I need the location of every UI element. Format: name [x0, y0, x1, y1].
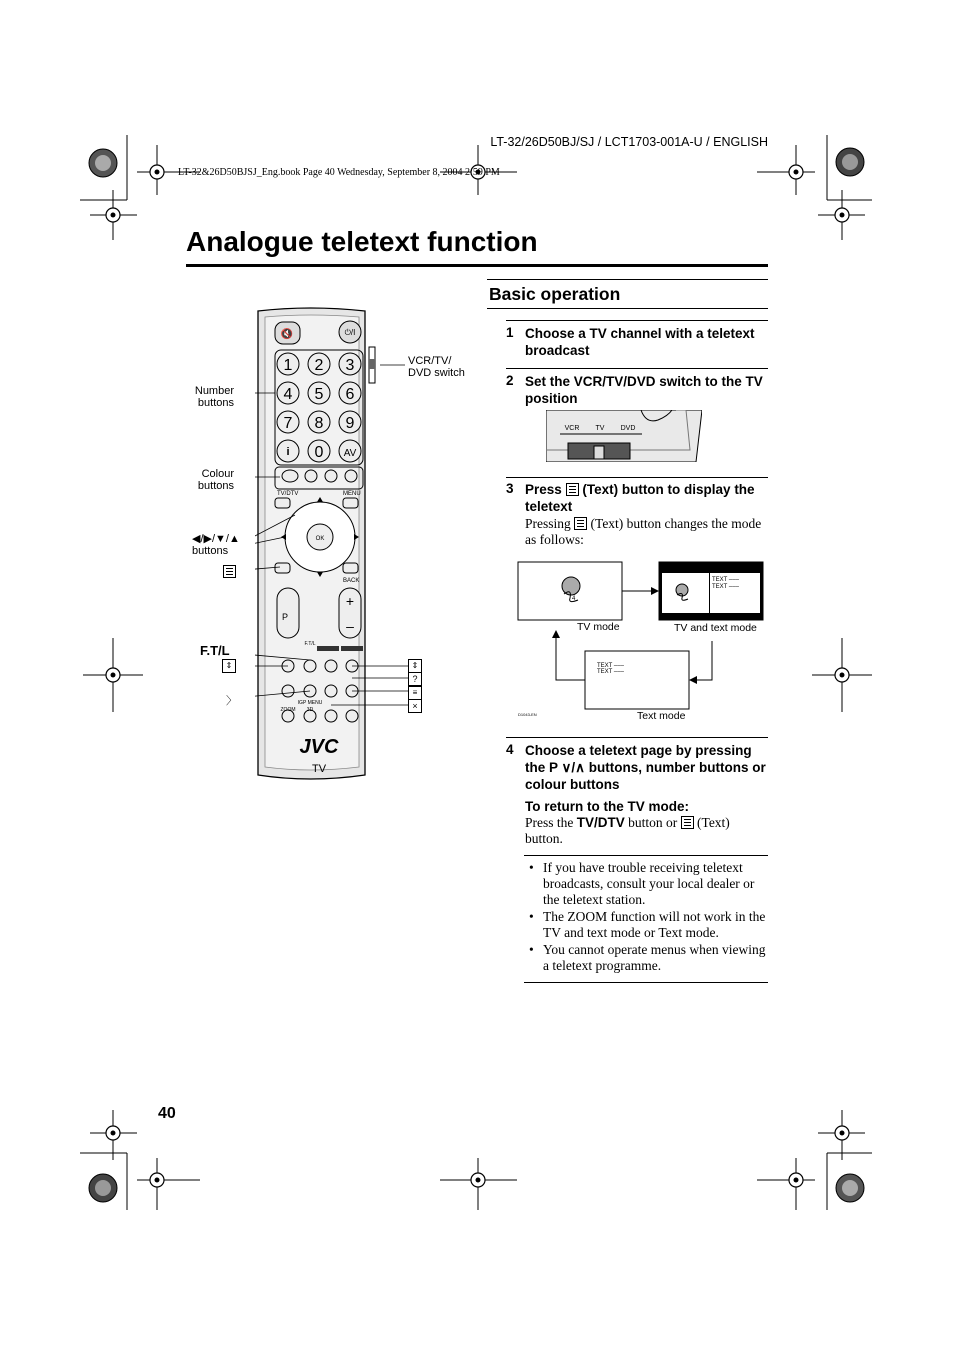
text-mode-label: Text mode	[637, 710, 686, 722]
index-icon: ≡	[408, 686, 422, 700]
text-mode-sample-2: TEXT –––	[597, 669, 624, 675]
notes-list	[524, 860, 768, 975]
zoom-label: ZOOM	[280, 707, 296, 713]
switch-dvd-label: DVD	[620, 425, 636, 432]
jvc-logo: JVC	[299, 736, 339, 758]
return-body	[525, 815, 768, 847]
tv-mode-label: TV mode	[577, 621, 620, 633]
colour-buttons-callout: Colour buttons	[197, 468, 234, 492]
svg-text:–: –	[346, 618, 354, 634]
diagram-code: D1043-EN	[518, 712, 537, 717]
step-1	[506, 325, 768, 359]
page-number: 40	[158, 1105, 176, 1122]
notes-top-rule	[524, 855, 768, 856]
vcr-tv-dvd-switch-illustration	[546, 410, 702, 462]
tv-label: TV	[311, 763, 327, 775]
step-3	[506, 481, 768, 548]
step-1-rule	[506, 320, 768, 321]
mute-icon: 🔇	[280, 329, 294, 340]
num-3: 3	[345, 357, 355, 374]
menu-label: MENU	[343, 491, 361, 497]
book-info-line: LT-32&26D50BJSJ_Eng.book Page 40 Wednesday, September 8, 2004 2:59 PM	[178, 167, 500, 178]
num-1: 1	[283, 357, 293, 374]
info-icon: i	[286, 446, 290, 458]
p-label: P	[282, 612, 289, 622]
num-6: 6	[345, 386, 355, 403]
switch-vcr-label: VCR	[564, 425, 580, 432]
return-before: Press the	[525, 815, 574, 830]
ftl-small-label: F.T/L	[304, 641, 316, 647]
text-mode-sample-1: TEXT –––	[597, 663, 624, 669]
reveal-icon: 〉	[226, 695, 237, 707]
note-item: • If you have trouble receiving teletext broadcasts, consult your local dealer or the teletext station.	[524, 860, 768, 908]
return-after: (Text) button.	[525, 815, 730, 846]
text-icon	[223, 565, 236, 578]
power-label: ⏻/I	[344, 328, 356, 337]
tv-text-sample-1: TEXT –––	[712, 577, 739, 583]
step-2-rule	[506, 368, 768, 369]
step-1-number: 1	[506, 325, 514, 340]
arrow-buttons-callout: ◀/▶/▼/▲ buttons	[192, 533, 240, 557]
3d-label: 3D	[306, 707, 314, 713]
ok-label: OK	[315, 536, 325, 542]
step-3-text	[525, 481, 768, 515]
step-3-text-before: Press	[525, 482, 562, 497]
reveal-question-icon: ?	[408, 672, 422, 686]
num-9: 9	[345, 415, 355, 432]
return-heading: To return to the TV mode:	[525, 799, 689, 814]
note-item: • The ZOOM function will not work in the TV and text mode or Text mode.	[524, 909, 768, 941]
tv-text-sample-2: TEXT –––	[712, 584, 739, 590]
step-4	[506, 742, 768, 847]
num-5: 5	[314, 386, 324, 403]
vcr-tv-dvd-switch-callout: VCR/TV/ DVD switch	[408, 355, 465, 379]
av-label: AV	[343, 448, 357, 459]
step-1-text: Choose a TV channel with a teletext broadcast	[525, 326, 755, 358]
step-3-rule	[506, 477, 768, 478]
num-0: 0	[314, 444, 324, 461]
title-rule	[186, 264, 768, 267]
step-2-number: 2	[506, 373, 514, 388]
cancel-icon: ×	[408, 699, 422, 713]
step-3-body	[525, 516, 768, 548]
section-bottom-rule	[487, 308, 768, 309]
note-item: • You cannot operate menus when viewing a teletext programme.	[524, 942, 768, 974]
teletext-mode-diagram	[514, 558, 768, 728]
step-3-body-before: Pressing	[525, 516, 571, 531]
step-4-rule	[506, 737, 768, 738]
section-title: Basic operation	[489, 284, 621, 304]
step-4-number: 4	[506, 742, 514, 757]
tv-mode-digit: 4	[572, 596, 576, 602]
size-icon: ⇕	[408, 659, 422, 673]
num-7: 7	[283, 415, 293, 432]
step-2-text: Set the VCR/TV/DVD switch to the TV position	[525, 374, 763, 406]
number-buttons-callout: Number buttons	[194, 385, 234, 409]
num-4: 4	[283, 386, 293, 403]
step-3-body-after: (Text) button changes the mode as follows:	[525, 516, 762, 547]
back-label: BACK	[343, 578, 360, 584]
num-2: 2	[314, 357, 324, 374]
ftl-callout: F.T/L	[200, 643, 230, 658]
svg-text:+: +	[345, 593, 355, 609]
page-title: Analogue teletext function	[186, 226, 538, 257]
step-3-text-after: (Text) button to display the teletext	[525, 482, 755, 514]
text-icon	[566, 483, 579, 496]
step-2	[506, 373, 768, 407]
return-mid: button or	[628, 815, 678, 830]
switch-tv-label: TV	[595, 425, 605, 432]
notes-bottom-rule	[524, 982, 768, 983]
section-top-rule	[487, 279, 768, 280]
model-header: LT-32/26D50BJ/SJ / LCT1703-001A-U / ENGLISH	[490, 135, 768, 149]
step-3-number: 3	[506, 481, 514, 496]
tv-and-text-mode-label: TV and text mode	[674, 622, 757, 634]
num-8: 8	[314, 415, 324, 432]
tvdtv-key: TV/DTV	[576, 815, 625, 830]
step-4-text: Choose a teletext page by pressing the P ∨/∧ buttons, number buttons or colour buttons	[525, 743, 766, 792]
hold-icon: ⇕	[222, 659, 236, 673]
text-icon	[574, 517, 587, 530]
tvdtv-label: TV/DTV	[277, 491, 299, 497]
text-icon	[681, 816, 694, 829]
epg-label: IGP MENU	[297, 700, 323, 706]
